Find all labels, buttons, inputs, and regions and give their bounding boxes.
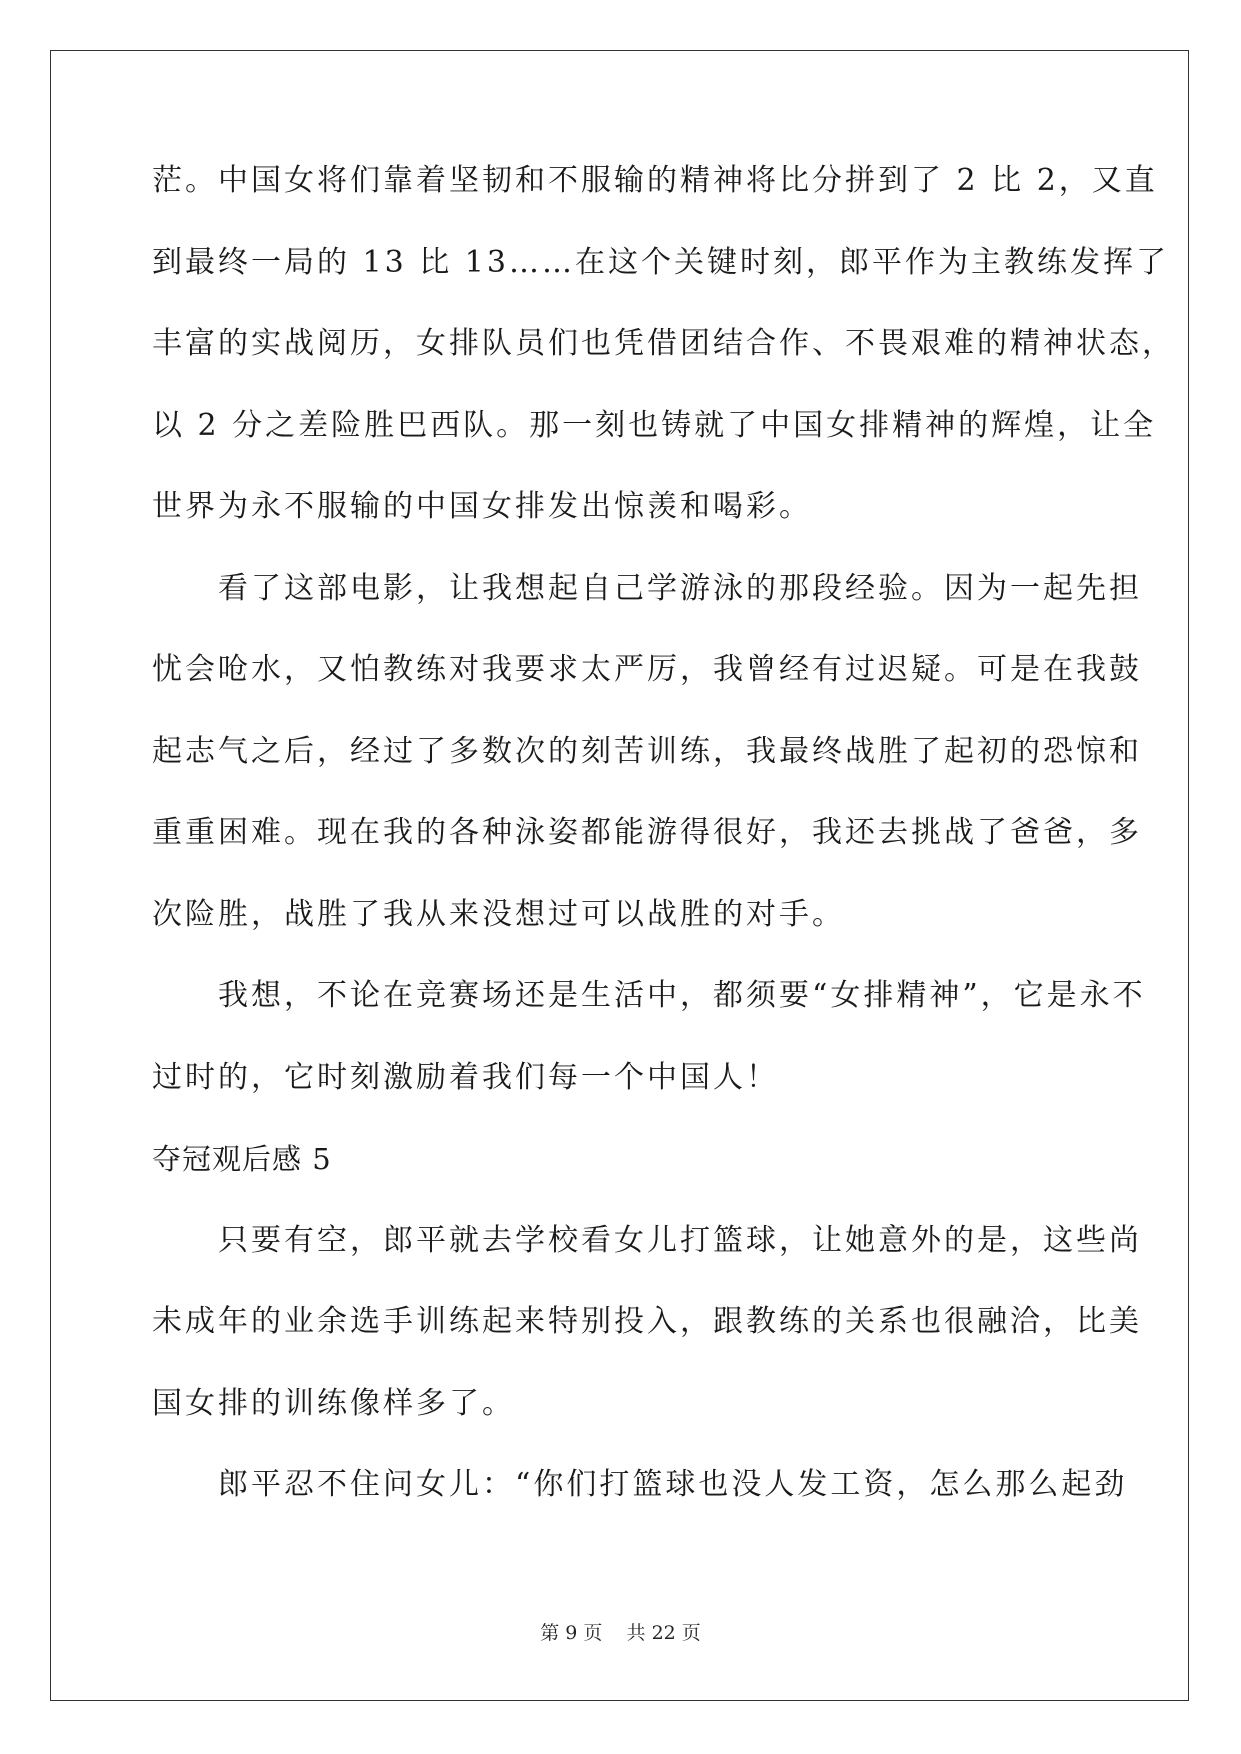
text-line: 以 2 分之差险胜巴西队。那一刻也铸就了中国女排精神的辉煌，让全: [152, 407, 1157, 443]
text-line: 重重困难。现在我的各种泳姿都能游得很好，我还去挑战了爸爸，多: [152, 815, 1142, 850]
document-body: [152, 160, 1175, 1546]
text-line: 国女排的训练像样多了。: [152, 1385, 515, 1421]
text-line: 郎平忍不住问女儿：“你们打篮球也没人发工资，怎么那么起劲: [152, 1467, 1128, 1502]
text-line: 看了这部电影，让我想起自己学游泳的那段经验。因为一起先担: [152, 570, 1142, 606]
section-heading: 夺冠观后感 5: [152, 1142, 332, 1176]
text-line: 起志气之后，经过了多数次的刻苦训练，我最终战胜了起初的恐惊和: [152, 733, 1142, 769]
page-number: 第 9 页: [540, 1622, 603, 1644]
text-line: 丰富的实战阅历，女排队员们也凭借团结合作、不畏艰难的精神状态，: [152, 326, 1175, 361]
text-line: 到最终一局的 13 比 13……在这个关键时刻，郎平作为主教练发挥了: [152, 244, 1169, 280]
text-line: 世界为永不服输的中国女排发出惊羡和喝彩。: [152, 489, 812, 524]
text-line: 我想，不论在竞赛场还是生活中，都须要“女排精神”，它是永不: [152, 978, 1146, 1013]
text-line: 未成年的业余选手训练起来特别投入，跟教练的关系也很融洽，比美: [152, 1304, 1142, 1339]
text-line: 茫。中国女将们靠着坚韧和不服输的精神将比分拼到了 2 比 2，又直: [152, 163, 1158, 198]
page-footer: [0, 1620, 1241, 1646]
text-line: 次险胜，战胜了我从来没想过可以战胜的对手。: [152, 896, 845, 932]
text-line: 忧会呛水，又怕教练对我要求太严厉，我曾经有过迟疑。可是在我鼓: [152, 652, 1142, 687]
text-line: 只要有空，郎平就去学校看女儿打篮球，让她意外的是，这些尚: [152, 1222, 1142, 1258]
text-line: 过时的，它时刻激励着我们每一个中国人！: [152, 1059, 779, 1095]
page-total: 共 22 页: [626, 1622, 701, 1644]
